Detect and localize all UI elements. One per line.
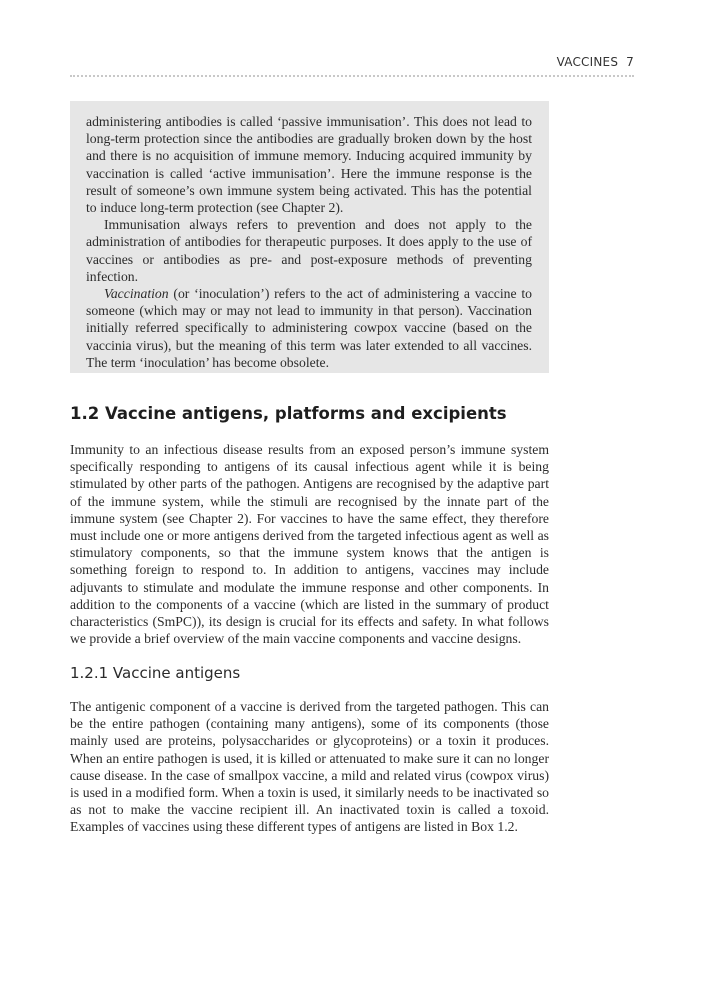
running-head	[557, 55, 634, 69]
box-paragraph-1-text: administering antibodies is called ‘passive immunisation’. This does not lead to long-term protection since the antibodies are gradually broken down by the host and there is no acquisition of immune memory. Inducing acquired immunity by vaccination is called ‘active immunisation’. Here the immune response is the result of someone’s own immune system being activated. This has the potential to induce long-term protection (see Chapter 2).	[86, 114, 532, 216]
section-heading: 1.2 Vaccine antigens, platforms and excipients	[70, 404, 507, 423]
section-body	[70, 441, 549, 647]
subsection-heading: 1.2.1 Vaccine antigens	[70, 664, 241, 682]
box-paragraph-2	[86, 216, 532, 285]
subsection-body	[70, 698, 549, 836]
box-paragraph-1	[86, 113, 532, 216]
definition-box	[70, 101, 549, 373]
box-paragraph-3	[86, 285, 532, 371]
box-paragraph-2-text: Immunisation always refers to prevention and does not apply to the administration of antibodies for therapeutic purposes. It does apply to the use of vaccines or antibodies as pre- and post-exposure methods of preventing infection.	[86, 217, 532, 284]
section-paragraph: Immunity to an infectious disease results from an exposed person’s immune system specifically responding to antigens of its causal infectious agent while it is being stimulated by other parts of the pathogen. Antigens are recognised by the adaptive part of the immune system, while the stimuli are recognised by the innate part of the immune system (see Chapter 2). For vaccines to have the same effect, they therefore must include one or more antigens derived from the targeted infectious agent as well as stimulatory components, so that the immune system knows that the antigen is something foreign to respond to. In addition to antigens, vaccines may include adjuvants to stimulate and modulate the immune response and other components. In addition to the components of a vaccine (which are listed in the summary of product characteristics (SmPC)), its design is crucial for its effects and safety. In what follows we provide a brief overview of the main vaccine components and vaccine designs.	[70, 442, 549, 647]
running-title: VACCINES	[556, 55, 619, 69]
page-number: 7	[626, 55, 634, 69]
box-paragraph-3-term: Vaccination	[104, 286, 169, 302]
header-rule	[70, 75, 634, 77]
subsection-paragraph: The antigenic component of a vaccine is derived from the targeted pathogen. This can be the entire pathogen (containing many antigens), some of its components (those mainly used are proteins, polysaccharides or glycoproteins) or a toxin it produces. When an entire pathogen is used, it is killed or attenuated to make sure it can no longer cause disease. In the case of smallpox vaccine, a mild and related virus (cowpox virus) is used in a modified form. When a toxin is used, it similarly needs to be inactivated so as not to make the vaccine recipient ill. An inactivated toxin is called a toxoid. Examples of vaccines using these different types of antigens are listed in Box 1.2.	[70, 699, 549, 835]
box-text	[86, 113, 532, 371]
box-paragraph-3-text: (or ‘inoculation’) refers to the act of administering a vaccine to someone (which may or may not lead to immunity in that person). Vaccination initially referred specifically to administering cowpox vaccine (based on the vaccinia virus), but the meaning of this term was later extended to all vaccines. The term ‘inoculation’ has become obsolete.	[86, 286, 532, 370]
